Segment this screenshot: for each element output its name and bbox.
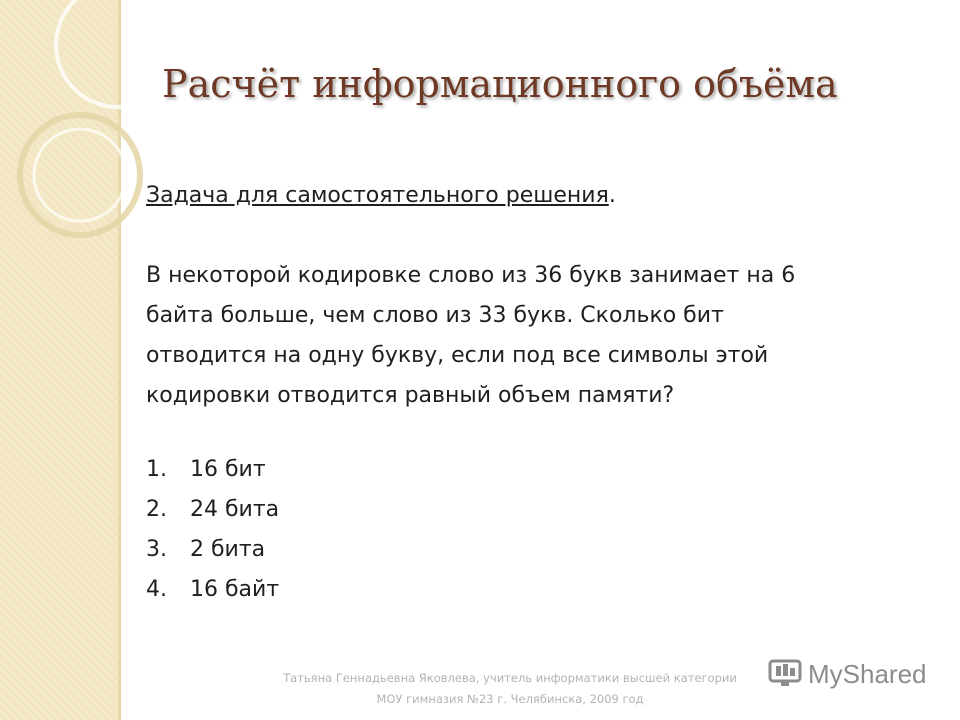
- problem-line: отводится на одну букву, если под все символы этой: [146, 343, 769, 368]
- footer-author: Татьяна Геннадьевна Яковлева, учитель информатики высшей категории: [283, 671, 737, 685]
- answer-item: [146, 530, 279, 570]
- monitor-icon: [768, 659, 802, 689]
- answer-number: 2.: [146, 497, 167, 522]
- answer-number: 1.: [146, 457, 167, 482]
- answer-item: [146, 570, 279, 610]
- answer-text: 24 бита: [190, 497, 280, 522]
- task-heading: [146, 183, 616, 208]
- footer: [240, 668, 780, 710]
- task-heading-text: Задача для самостоятельного решения: [146, 183, 609, 208]
- task-heading-suffix: .: [608, 183, 616, 208]
- footer-school: МОУ гимназия №23 г. Челябинска, 2009 год: [376, 692, 644, 706]
- answer-text: 2 бита: [190, 537, 266, 562]
- problem-text: [146, 256, 916, 416]
- decorative-circles: [0, 0, 160, 300]
- brand-name: MyShared: [808, 658, 927, 689]
- slide-title: Расчёт информационного объёма: [162, 62, 838, 106]
- problem-line: байта больше, чем слово из 33 букв. Сколько бит: [146, 303, 724, 328]
- answer-text: 16 бит: [190, 457, 266, 482]
- problem-line: В некоторой кодировке слово из 36 букв занимает на 6: [146, 263, 796, 288]
- answer-item: [146, 490, 279, 530]
- answer-list: [146, 450, 279, 610]
- answer-number: 4.: [146, 577, 167, 602]
- problem-line: кодировки отводится равный объем памяти?: [146, 383, 675, 408]
- answer-text: 16 байт: [190, 577, 280, 602]
- myshared-watermark[interactable]: [768, 654, 927, 694]
- answer-number: 3.: [146, 537, 167, 562]
- answer-item: [146, 450, 279, 490]
